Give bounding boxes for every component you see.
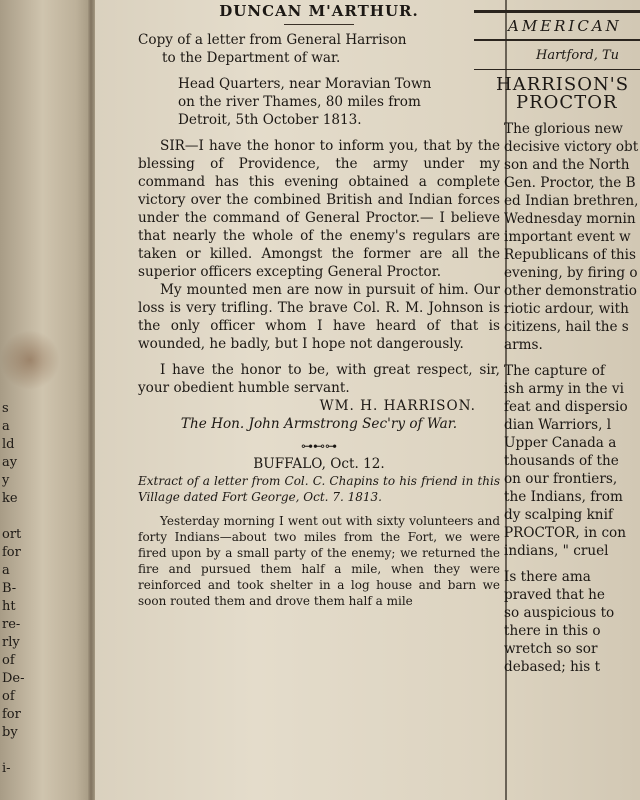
right-line: feat and dispersio [504, 399, 628, 415]
right-line: Republicans of this [504, 247, 636, 263]
right-line: dy scalping knif [504, 507, 613, 523]
right-line: praved that he [504, 587, 605, 603]
heading-rule [284, 24, 354, 25]
left-fragment-line: by [2, 725, 18, 740]
right-article-title: PROCTOR [516, 92, 618, 113]
masthead-rule [474, 69, 640, 70]
right-article-title: HARRISON'S [496, 74, 630, 95]
left-fragment-line: a [2, 563, 10, 578]
left-fragment-line: of [2, 689, 15, 704]
right-line: important event w [504, 229, 631, 245]
right-column [474, 0, 640, 676]
left-fragment-line: re- [2, 617, 21, 632]
right-line: so auspicious to [504, 605, 615, 621]
right-line: PROCTOR, in con [504, 525, 626, 541]
left-fragment-line: i- [2, 761, 11, 776]
spacer [474, 112, 640, 120]
left-fragment-line: a [2, 419, 10, 434]
left-fragment-line: for [2, 545, 21, 560]
right-line: citizens, hail the s [504, 319, 629, 335]
right-line: Upper Canada a [504, 435, 617, 451]
left-fragment-line [2, 742, 32, 760]
spacer [138, 353, 500, 361]
right-line: riotic ardour, with [504, 301, 629, 317]
right-line: thousands of the [504, 453, 619, 469]
heading-line: Copy of a letter from General Harrison [138, 32, 407, 48]
left-fragment-line: De- [2, 671, 25, 686]
letter-paragraph-1: SIR—I have the honor to inform you, that by the blessing of Providence, the army under my command has this evening obtained a complete victory over the combined British and Indian forces under the command of General Proctor.— I believe that nearly the whole of the enemy's regulars are taken or killed. Amongst the former are all the superior officers excepting General Proctor. [138, 138, 500, 280]
right-line: other demonstratio [504, 283, 637, 299]
right-line: indians, " cruel [504, 543, 609, 559]
right-line: Gen. Proctor, the B [504, 175, 636, 191]
right-line: dian Warriors, l [504, 417, 612, 433]
left-fragment-line: ay [2, 455, 18, 470]
left-fragment-line: of [2, 653, 15, 668]
main-article-column [138, 0, 500, 609]
left-fragment-line: ht [2, 599, 16, 614]
left-fragment-line: ke [2, 491, 18, 506]
left-fragment-line: ort [2, 527, 22, 542]
hq-line: Detroit, 5th October 1813. [178, 112, 362, 128]
addressee: The Hon. John Armstrong Sec'ry of War. [180, 416, 458, 432]
spacer [138, 505, 500, 513]
right-line: The capture of [504, 363, 605, 379]
paper-stain [0, 330, 60, 390]
right-line: there in this o [504, 623, 601, 639]
letter-paragraph-3: I have the honor to be, with great respect, sir, your obedient humble servant. [138, 362, 500, 396]
buffalo-dateline: BUFFALO, Oct. 12. [253, 456, 385, 472]
spacer [504, 354, 640, 362]
right-line: on our frontiers, [504, 471, 618, 487]
masthead-dateline: Hartford, Tu [536, 48, 620, 63]
headquarters-line [138, 75, 500, 129]
left-column-fragment [2, 400, 32, 778]
right-line: ish army in the vi [504, 381, 624, 397]
extract-paragraph: Yesterday morning I went out with sixty volunteers and forty Indians—about two miles from the Fort, we were fired upon by a small party of the enemy; we returned the fire and pursued them half a mile, when they were reinforced and took shelter in a log house and barn we soon routed them and drove them half a mile [138, 514, 500, 608]
left-fragment-line: ld [2, 437, 15, 452]
left-fragment-line: rly [2, 635, 20, 650]
right-line: arms. [504, 337, 543, 353]
top-name-heading: DUNCAN M'ARTHUR. [219, 2, 419, 20]
left-fragment-line: y [2, 473, 10, 488]
right-line: decisive victory obt [504, 139, 639, 155]
left-fragment-line [2, 508, 32, 526]
spacer [138, 67, 500, 75]
right-line: wretch so sor [504, 641, 598, 657]
left-fragment-line: s [2, 401, 9, 416]
left-fragment-line: for [2, 707, 21, 722]
fold-crease [88, 0, 94, 800]
letter-paragraph-2: My mounted men are now in pursuit of him. Our loss is very trifling. The brave Col. R. M. Johnson is the only officer whom I have heard of that is wounded, he badly, but I hope not dangerously. [138, 282, 500, 352]
right-line: Is there ama [504, 569, 591, 585]
spacer [138, 129, 500, 137]
extract-heading: Extract of a letter from Col. C. Chapins to his friend in this Village dated Fort George, Oct. 7. 1813. [138, 474, 500, 504]
left-fragment-line: B- [2, 581, 17, 596]
signature: WM. H. HARRISON. [319, 398, 476, 414]
ornament-divider: ⊶⊷⊶ [301, 439, 337, 453]
right-line: son and the North [504, 157, 630, 173]
masthead-title: AMERICAN [508, 17, 622, 35]
right-line: debased; his t [504, 659, 601, 675]
hq-line: Head Quarters, near Moravian Town [178, 76, 432, 92]
right-article-body [474, 120, 640, 676]
right-line: The glorious new [504, 121, 623, 137]
spacer [504, 560, 640, 568]
article-heading [138, 31, 500, 67]
hq-line: on the river Thames, 80 miles from [178, 94, 421, 110]
right-line: Wednesday mornin [504, 211, 636, 227]
heading-line: to the Department of war. [162, 50, 341, 66]
right-line: evening, by firing o [504, 265, 638, 281]
right-line: the Indians, from [504, 489, 623, 505]
right-line: ed Indian brethren, [504, 193, 639, 209]
